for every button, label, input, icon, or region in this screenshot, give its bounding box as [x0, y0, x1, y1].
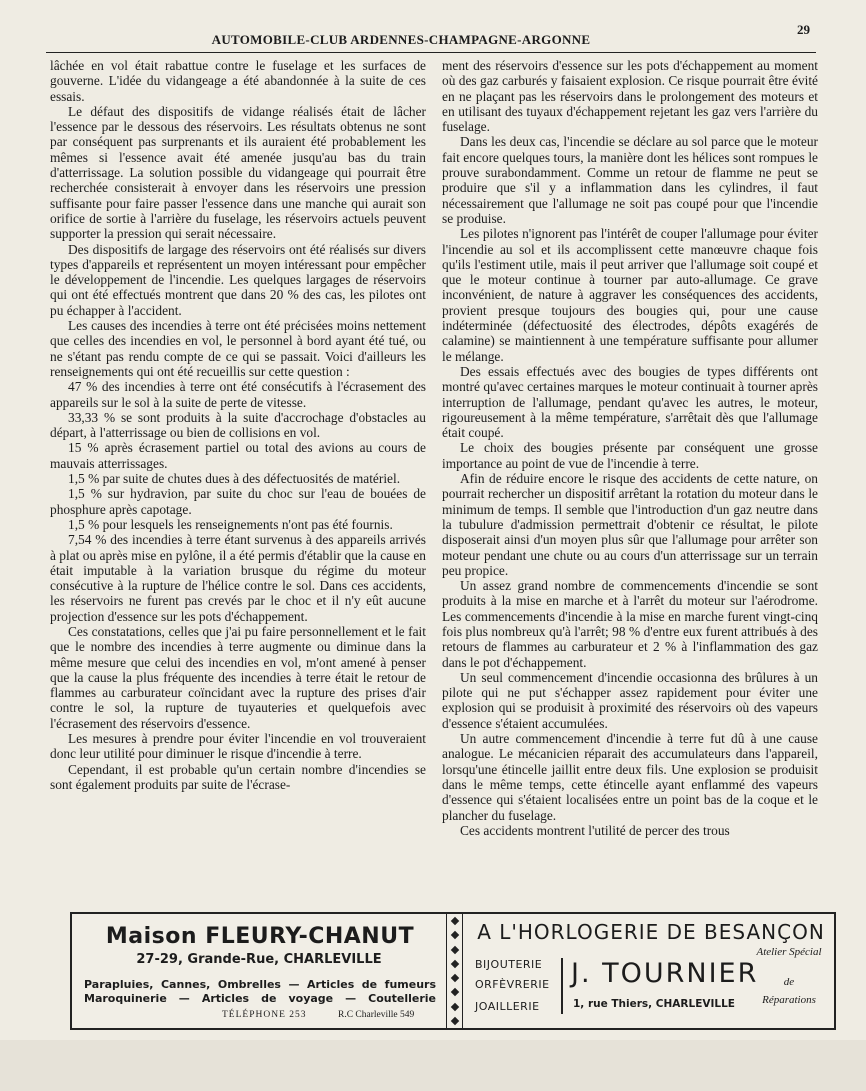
diamond-ornament-icon — [451, 974, 459, 982]
diamond-ornament-icon — [451, 931, 459, 939]
paragraph: lâchée en vol était rabattue contre le fuselage et les surfaces de gouverne. L'idée du vidangeage a été abandonnée à la suite de ces essais. — [50, 58, 426, 104]
paragraph: Les mesures à prendre pour éviter l'incendie en vol trouveraient donc leur utilité pour diminuer le risque d'incendie à terre. — [50, 731, 426, 762]
diamond-ornament-icon — [451, 960, 459, 968]
paragraph: 15 % après écrasement partiel ou total des avions au cours de mauvais atterrissages. — [50, 440, 426, 471]
ad-fleury-chanut — [72, 914, 447, 1028]
diamond-ornament-icon — [451, 917, 459, 925]
diamond-ornament-icon — [451, 1017, 459, 1025]
ad-fleury-rc: R.C Charleville 549 — [338, 1010, 415, 1020]
paragraph: Les pilotes n'ignorent pas l'intérêt de couper l'allumage pour éviter l'incendie au sol et ils accomplissent cette manœuvre chaque fois qu'ils l'estiment utile, mais il peut arriver que l'allumage soit coupé et que le moteur continue à tourner par auto-allumage. Ce grave inconvénient, de nature à aggraver les conséquences des accidents, provient presque toujours des bougies qui, pour une cause indéterminée (défectuosité des électrodes, dépôts exagérés de calamine) se maintiennent à une température suffisante pour allumer le mélange. — [442, 226, 818, 364]
paragraph: 7,54 % des incendies à terre étant survenus à des appareils arrivés à plat ou après mise en pylône, il a été permis d'établir que la cause en était imputable à la variation brusque du régime du moteur consécutive à la rupture de l'hélice contre le sol. Dans ces accidents, les réservoirs ne furent pas crevés par le choc et il n'y eût aucune projection d'essence sur les pots d'échappement. — [50, 532, 426, 624]
ad-horlogerie-category: JOAILLERIE — [475, 1000, 540, 1013]
ad-horlogerie-name: J. TOURNIER — [571, 958, 759, 989]
paragraph: Cependant, il est probable qu'un certain nombre d'incendies se sont également produits par suite de l'écrase- — [50, 761, 426, 792]
paragraph: 1,5 % sur hydravion, par suite du choc sur l'eau de bouées de phosphure après capotage. — [50, 486, 426, 517]
left-column — [50, 58, 426, 896]
paragraph: Un assez grand nombre de commencements d'incendie se sont produits à la mise en marche et à l'arrêt du moteur sur l'aérodrome. Les commencements d'incendie à la mise en marche furent vingt-cinq fois plus nombreux qu'à l'arrêt; 98 % d'entre eux furent attribués à des retours de flammes au carburateur et 2 % à l'inflammation des gaz dans le pot d'échappement. — [442, 578, 818, 670]
paragraph: Le choix des bougies présente par conséquent une grosse importance au point de vue de l'incendie à terre. — [442, 440, 818, 471]
ad-horlogerie — [462, 914, 835, 1028]
ad-fleury-name: Maison FLEURY-CHANUT — [105, 924, 415, 949]
ad-horlogerie-side-text: Atelier Spécial — [756, 946, 822, 958]
ad-fleury-address: 27-29, Grande-Rue, CHARLEVILLE — [136, 952, 382, 967]
paragraph: Ces accidents montrent l'utilité de percer des trous — [460, 822, 730, 838]
page-bottom-margin — [0, 1040, 866, 1091]
article-body — [50, 58, 818, 896]
paragraph: Un seul commencement d'incendie occasionna des brûlures à un pilote qui ne put s'échapper assez rapidement pour éviter une explosion qui se produisit à proximité des réservoirs où des vapeurs d'essence s'étaient accumulées. — [442, 669, 818, 731]
paragraph: ment des réservoirs d'essence sur les pots d'échappement au moment où des gaz carburés y faisaient explosion. Ce risque pourrait être évité en ne plaçant pas les réservoirs dans le prolongement des moteurs et en utilisant des tuyaux d'échappement rejetant les gaz vers l'arrière du fuselage. — [442, 58, 818, 135]
paragraph: Les causes des incendies à terre ont été précisées moins nettement que celles des incendies en vol, le personnel à bord ayant été tué, ou ne s'étant pas rendu compte de ce qui se passait. Voici d'ailleurs les renseignements qui ont été recueillis sur cette question : — [50, 318, 426, 379]
advertisement-box — [70, 912, 836, 1030]
paragraph: Afin de réduire encore le risque des accidents de cette nature, on pourrait rechercher un dispositif arrêtant la rotation du moteur dans le minimum de temps. Il semble que l'introduction d'un gaz neutre dans la tubulure d'admission permettrait d'obtenir ce résultat, le pilote disposerait ainsi d'un moyen plus sûr que l'allumage pour arrêter son moteur pendant une chute ou au cours d'un atterrissage sur un terrain peu propice. — [442, 471, 818, 578]
ad-horlogerie-title: A L'HORLOGERIE DE BESANÇON — [477, 920, 825, 944]
ad-fleury-products-2: Maroquinerie — Articles de voyage — Coutellerie — [84, 992, 436, 1005]
page-header — [46, 22, 816, 53]
paragraph: Le défaut des dispositifs de vidange réalisés était de lâcher l'essence par le dessous des réservoirs. Les résultats obtenus ne sont par conséquent pas surprenants et ils auraient été probablement les mêmes si l'essence avait été amenée jusqu'au bas du train d'atterrissage. La solution possible du vidangeage qui pourrait être recherchée consisterait à envoyer dans les réservoirs une pression suffisante pour faire passer l'essence dans une manche qui aurait son orifice de sortie à l'arrière du fuselage, les réservoirs actuels peuvent supporter la pression qui serait nécessaire. — [50, 103, 426, 242]
ad-divider — [448, 914, 462, 1028]
right-column — [442, 58, 818, 896]
ad-horlogerie-side-text: Réparations — [762, 994, 816, 1006]
paragraph: 1,5 % pour lesquels les renseignements n'ont pas été fournis. — [68, 516, 393, 532]
ad-fleury-telephone: TÉLÉPHONE 253 — [222, 1010, 307, 1020]
diamond-ornament-icon — [451, 1002, 459, 1010]
ad-horlogerie-bar — [561, 958, 563, 1014]
ad-horlogerie-side-text: de — [783, 976, 795, 988]
header-title: AUTOMOBILE-CLUB ARDENNES-CHAMPAGNE-ARGONNE — [211, 32, 591, 47]
paragraph: Ces constatations, celles que j'ai pu faire personnellement et le fait que le nombre des incendies à terre augmente ou diminue dans la même mesure que celui des incendies en vol, m'ont amené à penser que la cause la plus fréquente des incendies à terre était le retour de flammes au carburateur coïncidant avec la rupture des prises d'air contre le sol, la rupture de tuyauteries et quelquefois avec l'écrasement des réservoirs d'essence. — [50, 623, 426, 731]
ad-horlogerie-category: ORFÈVRERIE — [475, 978, 550, 991]
paragraph: 1,5 % par suite de chutes dues à des défectuosités de matériel. — [68, 471, 401, 487]
ad-horlogerie-address: 1, rue Thiers, CHARLEVILLE — [573, 998, 735, 1010]
diamond-ornament-icon — [451, 945, 459, 953]
ad-fleury-products-1: Parapluies, Cannes, Ombrelles — Articles de fumeurs — [84, 978, 436, 991]
paragraph: 33,33 % se sont produits à la suite d'accrochage d'obstacles au départ, à l'atterrissage ou bien de collisions en vol. — [50, 409, 426, 441]
paragraph: Des essais effectués avec des bougies de types différents ont montré qu'avec certaines marques le moteur continuait à tourner après interruption de l'allumage, pendant qu'avec les autres, le moteur, rigoureusement à la même température, s'arrêtait dès que l'allumage était coupé. — [442, 363, 818, 441]
diamond-ornament-icon — [451, 988, 459, 996]
paragraph: 47 % des incendies à terre ont été consécutifs à l'écrasement des appareils sur le sol à la suite de perte de vitesse. — [50, 379, 426, 410]
page-number: 29 — [797, 22, 810, 37]
paragraph: Dans les deux cas, l'incendie se déclare au sol parce que le moteur fait encore quelques tours, la manière dont les hélices sont rompues le prouve surabondamment. Comme un retour de flamme ne peut se produire que s'il y a inflammation dans les cylindres, il faut nécessairement que l'allumage ne soit pas coupé pour que l'incendie se produise. — [442, 134, 818, 226]
ad-horlogerie-category: BIJOUTERIE — [475, 958, 543, 971]
paragraph: Des dispositifs de largage des réservoirs ont été réalisés sur divers types d'appareils et représentent un moyen intéressant pour empêcher le développement de l'incendie. Les quelques largages de réservoirs qui ont été effectués montrent que dans 20 % des cas, les pilotes ont pu échapper à l'accident. — [50, 241, 426, 318]
paragraph: Un autre commencement d'incendie à terre fut dû à une cause analogue. Le mécanicien réparait des accumulateurs dans l'appareil, lorsqu'une étincelle jaillit entre deux fils. Une explosion se produisit dans le même temps, cette étincelle ayant enflammé des vapeurs d'essence qui s'étaient localisées entre un point bas de la coque et le plancher du fuselage. — [442, 731, 818, 823]
